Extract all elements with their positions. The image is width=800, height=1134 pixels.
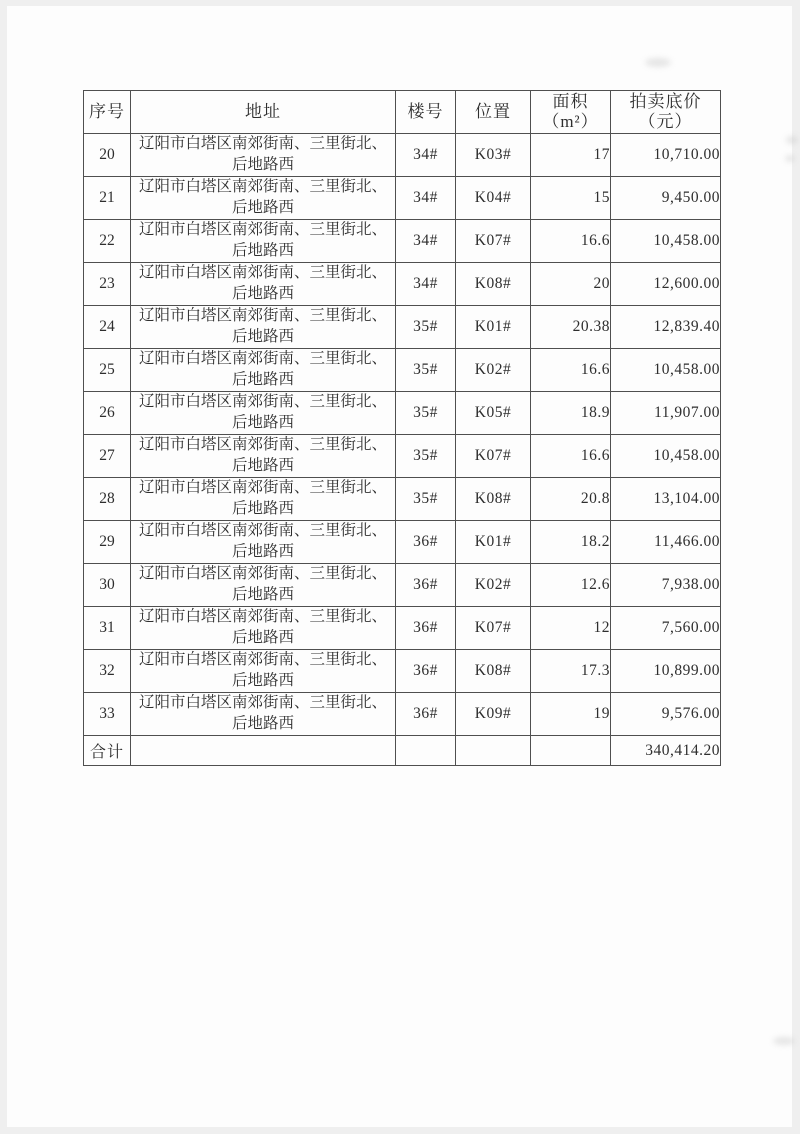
row-price: 9,450.00 — [611, 177, 721, 220]
header-seq: 序号 — [84, 91, 131, 134]
row-address — [131, 521, 396, 564]
address-line-1: 辽阳市白塔区南郊街南、三里街北、 — [138, 522, 387, 540]
row-seq: 20 — [84, 134, 131, 177]
scan-artifact — [645, 58, 671, 67]
row-address — [131, 693, 396, 736]
row-position: K02# — [456, 349, 531, 392]
address-line-1: 辽阳市白塔区南郊街南、三里街北、 — [138, 694, 387, 712]
total-area-empty — [531, 736, 611, 766]
row-address — [131, 607, 396, 650]
row-building: 35# — [396, 478, 456, 521]
row-building: 35# — [396, 435, 456, 478]
table-row — [84, 478, 721, 521]
row-position: K09# — [456, 693, 531, 736]
row-position: K01# — [456, 521, 531, 564]
table-row — [84, 564, 721, 607]
row-price: 7,938.00 — [611, 564, 721, 607]
address-line-1: 辽阳市白塔区南郊街南、三里街北、 — [138, 479, 387, 497]
address-line-2: 后地路西 — [231, 629, 294, 646]
table-row — [84, 607, 721, 650]
address-line-2: 后地路西 — [231, 586, 294, 603]
address-line-1: 辽阳市白塔区南郊街南、三里街北、 — [138, 436, 387, 454]
row-address — [131, 564, 396, 607]
table-row — [84, 392, 721, 435]
row-address — [131, 263, 396, 306]
row-area: 17.3 — [531, 650, 611, 693]
table-row — [84, 306, 721, 349]
row-seq: 27 — [84, 435, 131, 478]
table-row — [84, 349, 721, 392]
total-label: 合计 — [84, 736, 131, 766]
row-address — [131, 177, 396, 220]
row-building: 36# — [396, 521, 456, 564]
row-seq: 31 — [84, 607, 131, 650]
address-line-2: 后地路西 — [231, 156, 294, 173]
address-line-1: 辽阳市白塔区南郊街南、三里街北、 — [138, 178, 387, 196]
address-line-2: 后地路西 — [231, 457, 294, 474]
address-line-2: 后地路西 — [231, 500, 294, 517]
row-building: 36# — [396, 564, 456, 607]
table-row — [84, 134, 721, 177]
row-price: 10,899.00 — [611, 650, 721, 693]
address-line-1: 辽阳市白塔区南郊街南、三里街北、 — [138, 393, 387, 411]
row-area: 16.6 — [531, 349, 611, 392]
header-building: 楼号 — [396, 91, 456, 134]
row-building: 34# — [396, 263, 456, 306]
header-area: 面积 （m²） — [531, 91, 611, 134]
address-line-2: 后地路西 — [231, 543, 294, 560]
row-price: 10,458.00 — [611, 349, 721, 392]
row-seq: 21 — [84, 177, 131, 220]
row-building: 36# — [396, 650, 456, 693]
header-price: 拍卖底价 （元） — [611, 91, 721, 134]
row-price: 10,458.00 — [611, 435, 721, 478]
row-position: K08# — [456, 478, 531, 521]
row-seq: 30 — [84, 564, 131, 607]
address-line-1: 辽阳市白塔区南郊街南、三里街北、 — [138, 608, 387, 626]
total-building-empty — [396, 736, 456, 766]
row-seq: 33 — [84, 693, 131, 736]
address-line-1: 辽阳市白塔区南郊街南、三里街北、 — [138, 135, 387, 153]
row-address — [131, 349, 396, 392]
address-line-2: 后地路西 — [231, 715, 294, 732]
row-price: 7,560.00 — [611, 607, 721, 650]
row-position: K05# — [456, 392, 531, 435]
row-area: 18.2 — [531, 521, 611, 564]
row-area: 20.38 — [531, 306, 611, 349]
table-row — [84, 220, 721, 263]
row-address — [131, 392, 396, 435]
row-price: 9,576.00 — [611, 693, 721, 736]
row-area: 18.9 — [531, 392, 611, 435]
row-seq: 32 — [84, 650, 131, 693]
row-building: 34# — [396, 177, 456, 220]
row-area: 16.6 — [531, 220, 611, 263]
row-building: 35# — [396, 349, 456, 392]
row-seq: 26 — [84, 392, 131, 435]
address-line-1: 辽阳市白塔区南郊街南、三里街北、 — [138, 264, 387, 282]
table-row — [84, 263, 721, 306]
row-area: 15 — [531, 177, 611, 220]
row-area: 16.6 — [531, 435, 611, 478]
address-line-1: 辽阳市白塔区南郊街南、三里街北、 — [138, 350, 387, 368]
table-row — [84, 521, 721, 564]
row-address — [131, 650, 396, 693]
row-position: K08# — [456, 650, 531, 693]
row-area: 12.6 — [531, 564, 611, 607]
row-seq: 28 — [84, 478, 131, 521]
auction-price-table — [83, 90, 721, 766]
row-seq: 22 — [84, 220, 131, 263]
row-building: 36# — [396, 607, 456, 650]
address-line-2: 后地路西 — [231, 242, 294, 259]
row-address — [131, 134, 396, 177]
row-position: K07# — [456, 435, 531, 478]
table-row — [84, 435, 721, 478]
row-address — [131, 478, 396, 521]
row-building: 35# — [396, 392, 456, 435]
row-price: 13,104.00 — [611, 478, 721, 521]
row-area: 17 — [531, 134, 611, 177]
header-position: 位置 — [456, 91, 531, 134]
row-seq: 24 — [84, 306, 131, 349]
row-position: K02# — [456, 564, 531, 607]
row-price: 12,839.40 — [611, 306, 721, 349]
row-building: 35# — [396, 306, 456, 349]
table-row — [84, 650, 721, 693]
row-area: 19 — [531, 693, 611, 736]
row-address — [131, 220, 396, 263]
address-line-2: 后地路西 — [231, 199, 294, 216]
total-address-empty — [131, 736, 396, 766]
row-position: K07# — [456, 607, 531, 650]
row-price: 10,710.00 — [611, 134, 721, 177]
address-line-2: 后地路西 — [231, 414, 294, 431]
total-price: 340,414.20 — [611, 736, 721, 766]
row-seq: 25 — [84, 349, 131, 392]
address-line-2: 后地路西 — [231, 285, 294, 302]
scan-artifact — [786, 136, 798, 144]
address-line-2: 后地路西 — [231, 672, 294, 689]
row-price: 11,907.00 — [611, 392, 721, 435]
row-area: 12 — [531, 607, 611, 650]
header-address: 地址 — [131, 91, 396, 134]
row-area: 20.8 — [531, 478, 611, 521]
row-position: K07# — [456, 220, 531, 263]
total-position-empty — [456, 736, 531, 766]
row-seq: 23 — [84, 263, 131, 306]
row-address — [131, 306, 396, 349]
address-line-2: 后地路西 — [231, 328, 294, 345]
table-row — [84, 177, 721, 220]
row-position: K08# — [456, 263, 531, 306]
table-row — [84, 693, 721, 736]
row-seq: 29 — [84, 521, 131, 564]
address-line-2: 后地路西 — [231, 371, 294, 388]
row-building: 36# — [396, 693, 456, 736]
address-line-1: 辽阳市白塔区南郊街南、三里街北、 — [138, 221, 387, 239]
address-line-1: 辽阳市白塔区南郊街南、三里街北、 — [138, 307, 387, 325]
row-position: K04# — [456, 177, 531, 220]
address-line-1: 辽阳市白塔区南郊街南、三里街北、 — [138, 651, 387, 669]
row-price: 10,458.00 — [611, 220, 721, 263]
row-position: K01# — [456, 306, 531, 349]
row-price: 12,600.00 — [611, 263, 721, 306]
scanned-page — [7, 6, 792, 1127]
row-price: 11,466.00 — [611, 521, 721, 564]
row-area: 20 — [531, 263, 611, 306]
table-total-row — [84, 736, 721, 766]
address-line-1: 辽阳市白塔区南郊街南、三里街北、 — [138, 565, 387, 583]
scan-artifact — [773, 1037, 795, 1045]
row-building: 34# — [396, 220, 456, 263]
row-address — [131, 435, 396, 478]
table-header-row — [84, 91, 721, 134]
row-position: K03# — [456, 134, 531, 177]
scan-artifact — [785, 155, 795, 162]
row-building: 34# — [396, 134, 456, 177]
